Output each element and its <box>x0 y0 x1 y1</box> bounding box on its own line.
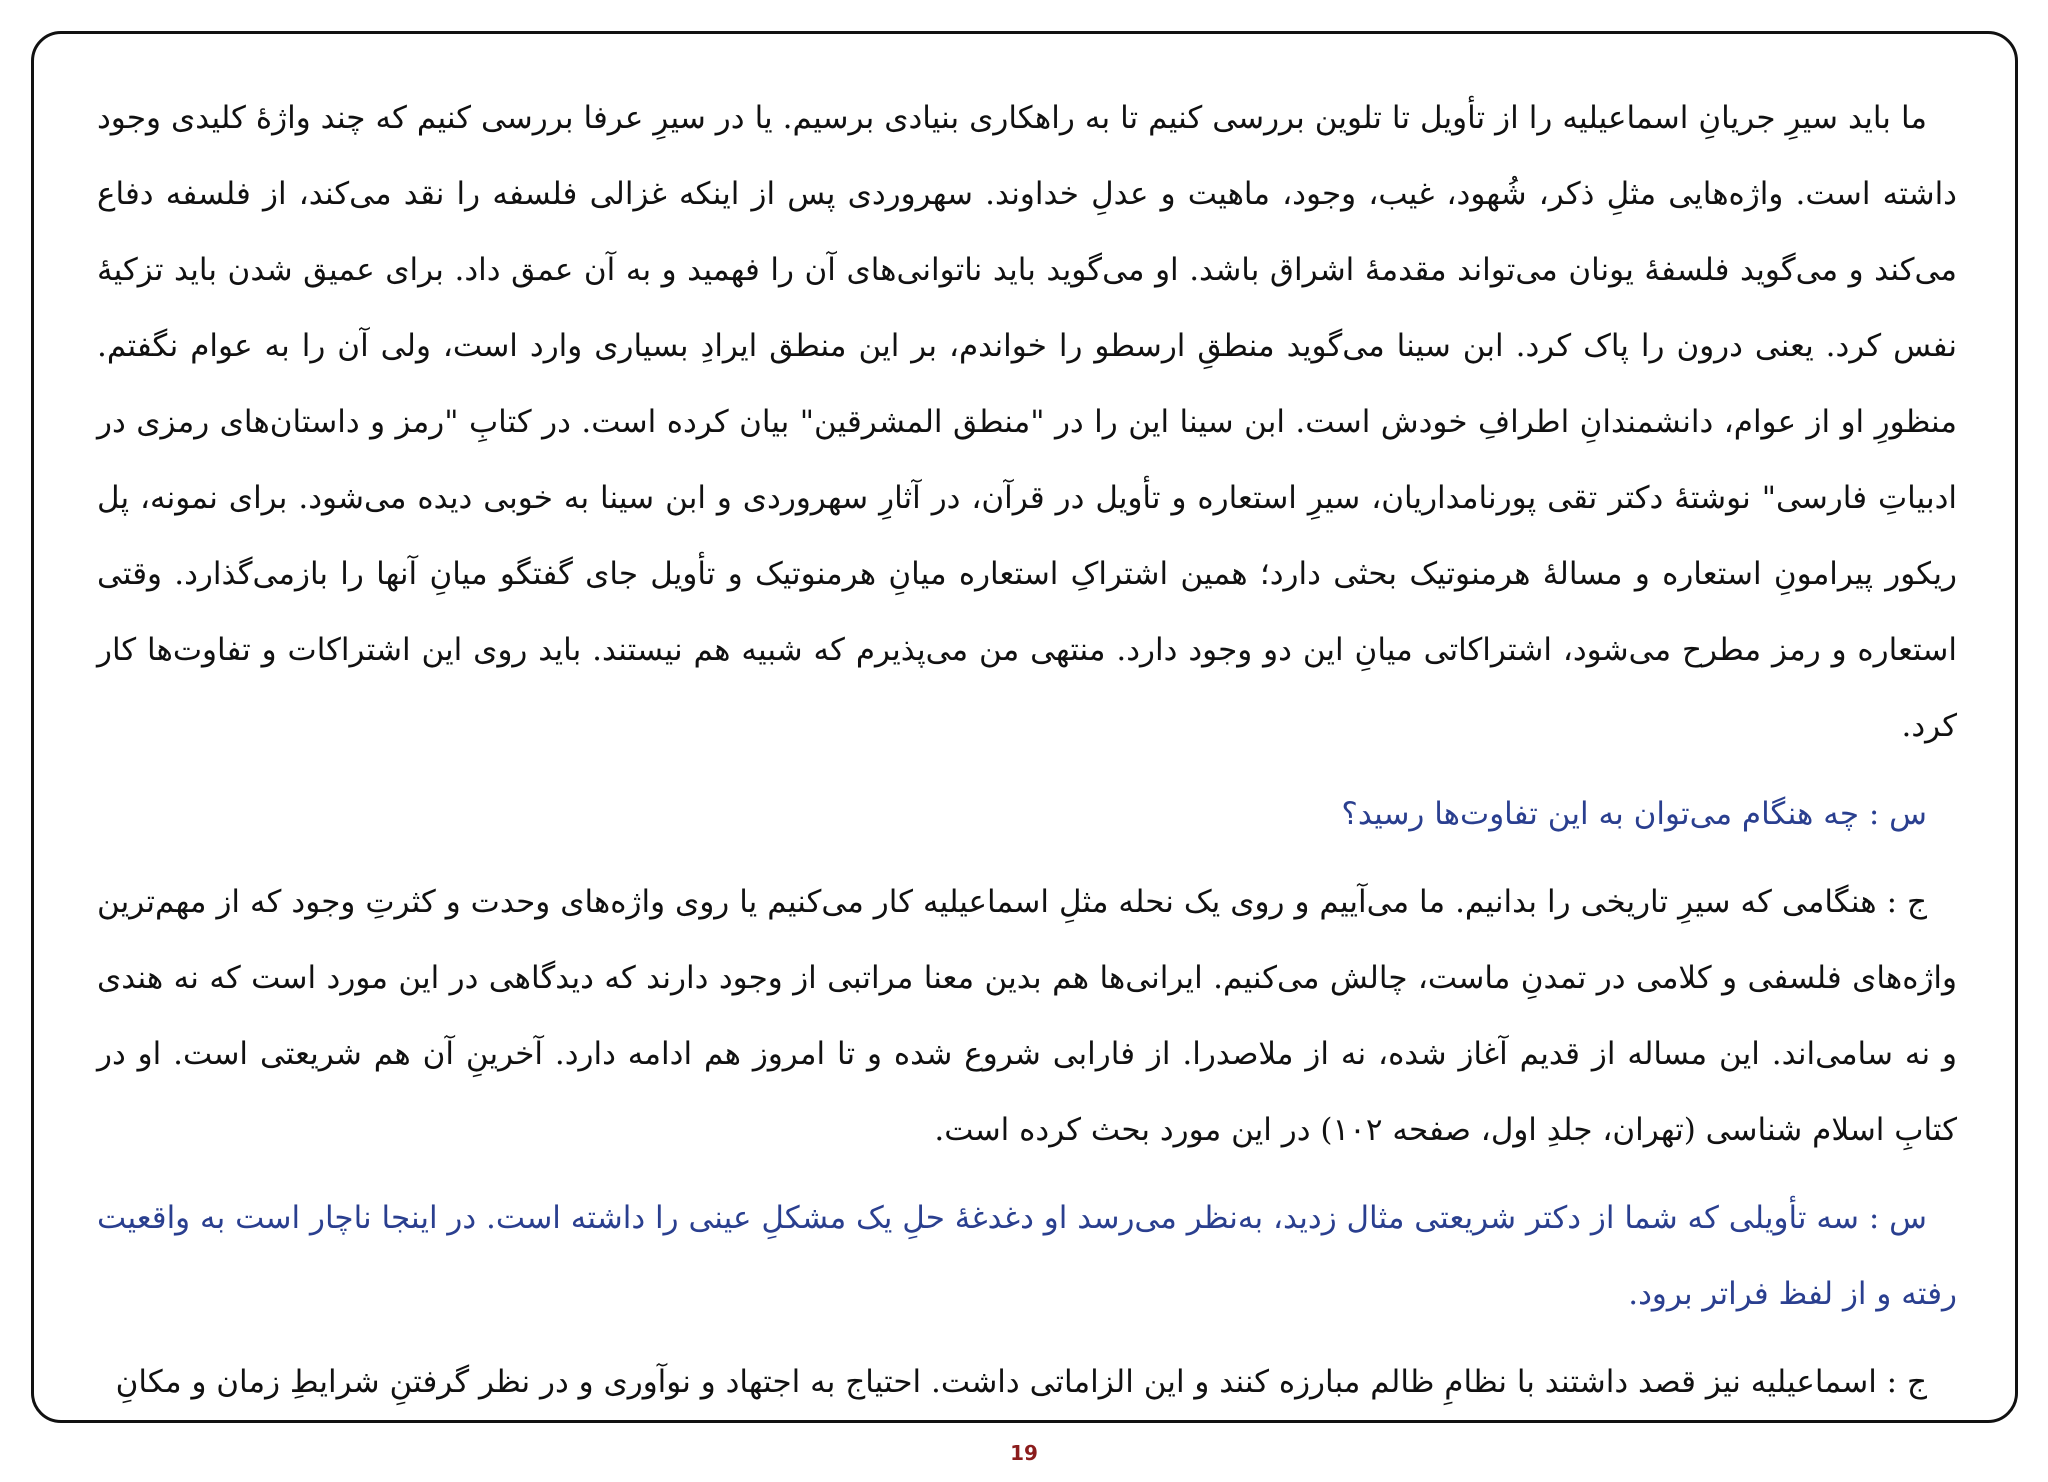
paragraph-answer: ج : هنگامی که سیرِ تاریخی را بدانیم. ما می‌آییم و روی یک نحله مثلِ اسماعیلیه کار می‌کنیم یا روی واژه‌های وحدت و کثرتِ وجود که از مهم‌ترین واژه‌های فلسفی و کلامی در تمدنِ ماست، چالش می‌کنیم. ایرانی‌ها هم بدین معنا مراتبی از وجود دارند که دیدگاهی در این مورد است که نه هندی و نه سامی‌اند. این مساله از قدیم آغاز شده، نه از ملاصدرا. از فارابی شروع شده و تا امروز هم ادامه دارد. آخرینِ آن هم شریعتی است. او در کتابِ اسلام شناسی (تهران، جلدِ اول، صفحه ۱۰۲) در این مورد بحث کرده است. <box>97 884 1958 1148</box>
paragraph-question: س : سه تأویلی که شما از دکتر شریعتی مثال زدید، به‌نظر می‌رسد او دغدغهٔ حلِ یک مشکلِ عینی را داشته است. در اینجا ناچار است به واقعیت رفته و از لفظ فراتر برود. <box>97 1200 1957 1312</box>
page-content <box>97 80 1957 1420</box>
page-number: 19 <box>1010 1441 1038 1465</box>
paragraph-answer: ج : اسماعیلیه نیز قصد داشتند با نظامِ ظالم مبارزه کنند و این الزاماتی داشت. احتیاج به اجتهاد و نوآوری و در نظر گرفتنِ شرایطِ زمان و مکانِ <box>115 1364 1927 1400</box>
paragraph-question: س : چه هنگام می‌توان به این تفاوت‌ها رسید؟ <box>1341 796 1927 832</box>
paragraph-answer-continued: ما باید سیرِ جریانِ اسماعیلیه را از تأویل تا تلوین بررسی کنیم تا به راهکاری بنیادی برسیم. یا در سیرِ عرفا بررسی کنیم که چند واژهٔ کلیدی وجود داشته است. واژه‌هایی مثلِ ذکر، شُهود، غیب، وجود، ماهیت و عدلِ خداوند. سهروردی پس از اینکه غزالی فلسفه را نقد می‌کند، از فلسفه دفاع می‌کند و می‌گوید فلسفهٔ یونان می‌تواند مقدمهٔ اشراق باشد. او می‌گوید باید ناتوانی‌های آن را فهمید و به آن عمق داد. برای عمیق شدن باید تزکیهٔ نفس کرد. یعنی درون را پاک کرد. ابن سینا می‌گوید منطقِ ارسطو را خواندم، بر این منطق ایرادِ بسیاری وارد است، ولی آن را به عوام نگفتم. منظورِ او از عوام، دانشمندانِ اطرافِ خودش است. ابن سینا این را در "منطق المشرقین" بیان کرده است. در کتابِ "رمز و داستان‌های رمزی در ادبیاتِ فارسی" نوشتهٔ دکتر تقی پورنامداریان، سیرِ استعاره و تأویل در قرآن، در آثارِ سهروردی و ابن سینا به خوبی دیده می‌شود. برای نمونه، پل ریکور پیرامونِ استعاره و مسالهٔ هرمنوتیک بحثی دارد؛ همین اشتراکِ استعاره میانِ هرمنوتیک و تأویل جای گفتگو میانِ آنها را بازمی‌گذارد. وقتی استعاره و رمز مطرح می‌شود، اشتراکاتی میانِ این دو وجود دارد. منتهی من می‌پذیرم که شبیه هم نیستند. باید روی این اشتراکات و تفاوت‌ها کار کرد. <box>97 100 1957 744</box>
